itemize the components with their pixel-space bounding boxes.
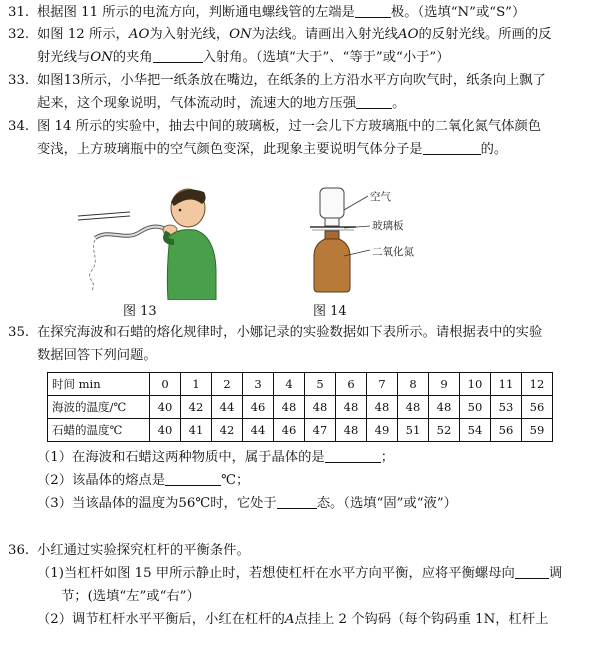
question-text: 射光线与 [37, 49, 91, 65]
table-cell: 59 [522, 419, 553, 442]
question-33 [8, 70, 580, 115]
table-cell: 48 [367, 396, 398, 419]
table-cell: 48 [336, 419, 367, 442]
question-text: 态。（选填“固”或“液”） [316, 496, 457, 511]
question-35-part-1 [37, 446, 577, 469]
table-header-cell: 5 [305, 373, 336, 396]
table-row [48, 419, 553, 442]
table-header-cell: 2 [212, 373, 243, 396]
answer-blank[interactable] [423, 139, 481, 155]
row-label: 石蜡的温度℃ [48, 419, 150, 442]
question-text: 数据回答下列问题。 [37, 347, 157, 363]
table-cell: 48 [398, 396, 429, 419]
table-header-cell: 4 [274, 373, 305, 396]
table-cell: 46 [243, 396, 274, 419]
table-cell: 48 [429, 396, 460, 419]
question-text: 如图 12 所示， [37, 27, 129, 42]
question-32 [8, 24, 580, 69]
table-cell: 47 [305, 419, 336, 442]
table-cell: 42 [212, 419, 243, 442]
question-text: 变浅，上方玻璃瓶中的空气颜色变深，此现象主要说明气体分子是 [37, 141, 423, 157]
question-text: 为法线。请画出入射光线 [251, 27, 398, 42]
question-text: （1）在海波和石蜡这两种物质中，属于晶体的是 [37, 450, 325, 465]
table-cell: 53 [491, 396, 522, 419]
table-header-cell: 10 [460, 373, 491, 396]
question-number: 33. [8, 73, 30, 88]
question-35 [8, 322, 580, 367]
question-text: 节；(选填“左”或“右”） [61, 589, 200, 604]
label-no2: 二氧化氮 [372, 246, 414, 258]
question-text: 调 [548, 566, 563, 581]
question-text: （1)当杠杆如图 15 甲所示静止时，若想使杠杆在水平方向平衡，应将平衡螺母向 [37, 566, 515, 581]
question-31 [8, 2, 580, 25]
table-cell: 44 [243, 419, 274, 442]
question-35-part-2 [37, 469, 577, 492]
question-text: 为入射光线， [149, 27, 230, 42]
answer-blank[interactable] [277, 493, 317, 509]
table-header-cell: 9 [429, 373, 460, 396]
question-text: ； [380, 450, 394, 465]
table-cell: 48 [336, 396, 367, 419]
question-text: 点挂上 2 个钩码（每个钩码重 1N，杠杆上 [294, 612, 549, 627]
table-cell: 46 [274, 419, 305, 442]
table-header-cell: 7 [367, 373, 398, 396]
label-air: 空气 [370, 191, 391, 203]
question-text: 入射角。（选填“大于”、“等于”或“小于”） [202, 49, 450, 65]
table-cell: 54 [460, 419, 491, 442]
data-table [47, 372, 553, 442]
table-cell: 40 [150, 396, 181, 419]
question-text: 的。 [480, 141, 508, 157]
table-header-cell: 8 [398, 373, 429, 396]
row-label: 海波的温度/℃ [48, 396, 150, 419]
question-text: 小红通过实验探究杠杆的平衡条件。 [37, 543, 250, 558]
answer-blank[interactable] [356, 93, 392, 109]
table-cell: 56 [491, 419, 522, 442]
label-glass-plate: 玻璃板 [372, 220, 404, 232]
question-text: 根据图 11 所示的电流方向，判断通电螺线管的左端是 [37, 5, 355, 20]
question-number: 31. [8, 5, 30, 20]
answer-blank[interactable] [355, 2, 391, 18]
table-row [48, 396, 553, 419]
table-header-cell: 11 [491, 373, 522, 396]
symbol-ao: AO [128, 27, 150, 42]
symbol-a: A [284, 612, 295, 627]
question-text: 的反射光线。所画的反 [418, 27, 552, 42]
question-number: 35. [8, 325, 30, 340]
table-cell: 50 [460, 396, 491, 419]
table-cell: 48 [305, 396, 336, 419]
table-cell: 48 [274, 396, 305, 419]
symbol-on: ON [90, 49, 113, 65]
question-36-part-2 [37, 608, 577, 631]
question-text: 的夹角 [112, 49, 153, 65]
table-header-cell: 3 [243, 373, 274, 396]
table-header-cell: 6 [336, 373, 367, 396]
question-36-part-1 [37, 562, 577, 608]
table-header-cell: 1 [181, 373, 212, 396]
table-cell: 52 [429, 419, 460, 442]
symbol-ao: AO [397, 27, 419, 42]
table-cell: 42 [181, 396, 212, 419]
question-text: 。 [392, 95, 406, 111]
question-text: ℃； [221, 473, 250, 488]
question-34 [8, 116, 580, 161]
figure-13-caption: 图 13 [123, 304, 157, 319]
question-text: 如图13所示，小华把一纸条放在嘴边，在纸条的上方沿水平方向吹气时，纸条向上飘了 [37, 73, 546, 88]
figure-14-caption: 图 14 [313, 304, 347, 319]
table-header-cell: 0 [150, 373, 181, 396]
table-header-cell: 时间 min [48, 373, 150, 396]
question-number: 36. [8, 543, 30, 558]
answer-blank[interactable] [153, 47, 203, 63]
table-header-cell: 12 [522, 373, 553, 396]
table-cell: 49 [367, 419, 398, 442]
question-text: 图 14 所示的实验中，抽去中间的玻璃板，过一会儿下方玻璃瓶中的二氧化氮气体颜色 [37, 119, 542, 134]
table-cell: 41 [181, 419, 212, 442]
question-number: 32. [8, 27, 30, 42]
question-text: 起来，这个现象说明，气体流动时，流速大的地方压强 [37, 95, 357, 111]
table-cell: 44 [212, 396, 243, 419]
answer-blank[interactable] [325, 447, 381, 463]
table-cell: 51 [398, 419, 429, 442]
question-text: 在探究海波和石蜡的熔化规律时，小娜记录的实验数据如下表所示。请根据表中的实验 [37, 325, 543, 340]
answer-blank[interactable] [515, 563, 549, 579]
table-cell: 40 [150, 419, 181, 442]
table-header-row [48, 373, 553, 396]
question-36 [8, 540, 580, 563]
question-text: （2）调节杠杆水平平衡后，小红在杠杆的 [37, 612, 285, 627]
table-cell: 56 [522, 396, 553, 419]
answer-blank[interactable] [165, 470, 221, 486]
question-number: 34. [8, 119, 30, 134]
question-text: （2）该晶体的熔点是 [37, 473, 166, 488]
question-35-part-3 [37, 492, 577, 515]
question-text: 极。（选填“N”或“S”） [390, 5, 526, 20]
question-text: （3）当该晶体的温度为56℃时，它处于 [37, 496, 277, 511]
figure-13-illustration [70, 180, 220, 300]
symbol-on: ON [229, 27, 252, 42]
